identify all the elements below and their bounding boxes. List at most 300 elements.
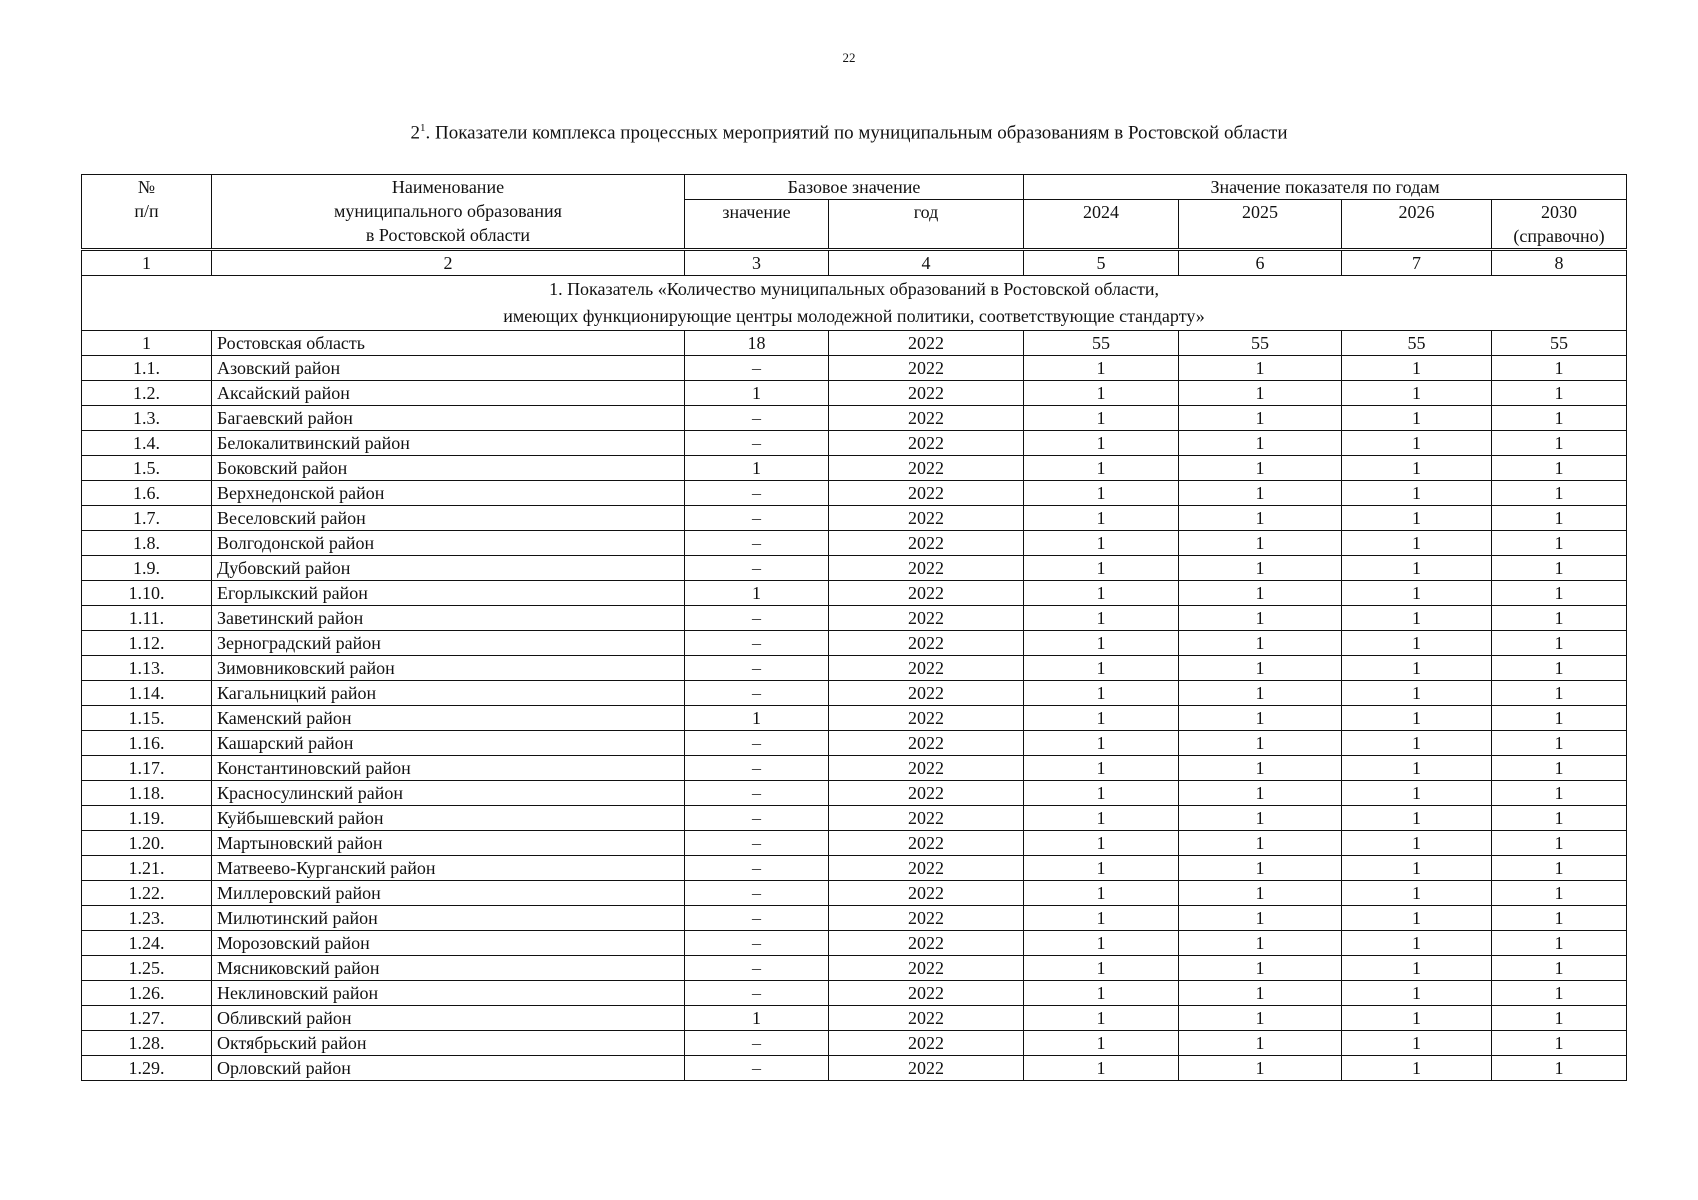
table-row: [82, 681, 1627, 706]
base-value: –: [685, 656, 829, 681]
value-2024: 1: [1024, 1031, 1179, 1056]
value-2024: 1: [1024, 906, 1179, 931]
row-number: 1.19.: [82, 806, 212, 831]
base-value: –: [685, 931, 829, 956]
municipality-name: Азовский район: [212, 356, 685, 381]
row-number: 1.24.: [82, 931, 212, 956]
base-year: 2022: [829, 1006, 1024, 1031]
table-row: [82, 956, 1627, 981]
value-2024: 1: [1024, 806, 1179, 831]
value-2030: 1: [1492, 1006, 1627, 1031]
value-2025: 1: [1179, 681, 1342, 706]
value-2026: 1: [1342, 506, 1492, 531]
municipality-name: Миллеровский район: [212, 881, 685, 906]
value-2026: 1: [1342, 1031, 1492, 1056]
value-2026: 1: [1342, 831, 1492, 856]
value-2024: 1: [1024, 981, 1179, 1006]
indicators-table: [81, 174, 1627, 1081]
value-2026: 1: [1342, 456, 1492, 481]
base-value: –: [685, 431, 829, 456]
municipality-name: Кагальницкий район: [212, 681, 685, 706]
base-value: –: [685, 756, 829, 781]
base-year: 2022: [829, 556, 1024, 581]
header-base-group: Базовое значение: [685, 175, 1024, 200]
table-title: [0, 122, 1698, 144]
table-row: [82, 856, 1627, 881]
table-row: [82, 506, 1627, 531]
row-number: 1.8.: [82, 531, 212, 556]
base-year: 2022: [829, 381, 1024, 406]
row-number: 1.1.: [82, 356, 212, 381]
value-2030: 1: [1492, 831, 1627, 856]
row-number: 1.20.: [82, 831, 212, 856]
value-2025: 1: [1179, 456, 1342, 481]
base-year: 2022: [829, 806, 1024, 831]
value-2024: 1: [1024, 656, 1179, 681]
value-2030: 1: [1492, 606, 1627, 631]
row-number: 1.17.: [82, 756, 212, 781]
value-2026: 1: [1342, 531, 1492, 556]
value-2024: 1: [1024, 556, 1179, 581]
base-year: 2022: [829, 481, 1024, 506]
row-number: 1.2.: [82, 381, 212, 406]
base-year: 2022: [829, 906, 1024, 931]
base-year: 2022: [829, 781, 1024, 806]
base-year: 2022: [829, 731, 1024, 756]
header-name-line3: в Ростовской области: [365, 225, 531, 245]
table-row: [82, 1006, 1627, 1031]
table-row: [82, 531, 1627, 556]
value-2024: 1: [1024, 706, 1179, 731]
value-2024: 1: [1024, 956, 1179, 981]
value-2025: 1: [1179, 881, 1342, 906]
municipality-name: Мясниковский район: [212, 956, 685, 981]
value-2024: 1: [1024, 781, 1179, 806]
value-2025: 1: [1179, 406, 1342, 431]
row-number: 1.4.: [82, 431, 212, 456]
value-2024: 1: [1024, 506, 1179, 531]
value-2030: 1: [1492, 456, 1627, 481]
section-heading-line2: имеющих функционирующие центры молодежной политики, соответствующие стандарту»: [503, 306, 1205, 326]
value-2026: 1: [1342, 681, 1492, 706]
value-2024: 1: [1024, 356, 1179, 381]
value-2026: 1: [1342, 406, 1492, 431]
header-name-line2: муниципального образования: [334, 201, 562, 221]
value-2024: 55: [1024, 331, 1179, 356]
value-2026: 1: [1342, 881, 1492, 906]
value-2030: 1: [1492, 631, 1627, 656]
row-number: 1.13.: [82, 656, 212, 681]
table-row: [82, 581, 1627, 606]
column-numbers-row: [82, 250, 1627, 276]
row-number: 1.23.: [82, 906, 212, 931]
value-2025: 1: [1179, 656, 1342, 681]
value-2026: 1: [1342, 856, 1492, 881]
municipality-name: Верхнедонской район: [212, 481, 685, 506]
row-number: 1.21.: [82, 856, 212, 881]
header-base-value: значение: [685, 200, 829, 250]
base-year: 2022: [829, 956, 1024, 981]
row-number: 1.7.: [82, 506, 212, 531]
base-value: –: [685, 406, 829, 431]
title-prefix: 2: [410, 122, 420, 144]
value-2030: 1: [1492, 806, 1627, 831]
table-row: [82, 356, 1627, 381]
base-year: 2022: [829, 506, 1024, 531]
municipality-name: Волгодонской район: [212, 531, 685, 556]
value-2030: 1: [1492, 931, 1627, 956]
row-number: 1.26.: [82, 981, 212, 1006]
colnum-cell: 5: [1024, 250, 1179, 276]
value-2024: 1: [1024, 731, 1179, 756]
table-row: [82, 381, 1627, 406]
base-year: 2022: [829, 881, 1024, 906]
row-number: 1.15.: [82, 706, 212, 731]
value-2030: 1: [1492, 1031, 1627, 1056]
value-2025: 1: [1179, 631, 1342, 656]
value-2025: 1: [1179, 981, 1342, 1006]
municipality-name: Зерноградский район: [212, 631, 685, 656]
base-value: –: [685, 556, 829, 581]
municipality-name: Дубовский район: [212, 556, 685, 581]
base-year: 2022: [829, 456, 1024, 481]
value-2025: 1: [1179, 806, 1342, 831]
municipality-name: Веселовский район: [212, 506, 685, 531]
header-year-2030-line2: (справочно): [1513, 226, 1605, 246]
value-2025: 1: [1179, 931, 1342, 956]
table-row: [82, 631, 1627, 656]
value-2025: 1: [1179, 581, 1342, 606]
colnum-cell: 8: [1492, 250, 1627, 276]
base-value: 18: [685, 331, 829, 356]
table-row: [82, 831, 1627, 856]
value-2024: 1: [1024, 1006, 1179, 1031]
row-number: 1.18.: [82, 781, 212, 806]
base-year: 2022: [829, 831, 1024, 856]
municipality-name: Ростовская область: [212, 331, 685, 356]
base-year: 2022: [829, 431, 1024, 456]
value-2024: 1: [1024, 931, 1179, 956]
value-2030: 1: [1492, 681, 1627, 706]
value-2026: 1: [1342, 981, 1492, 1006]
value-2030: 1: [1492, 731, 1627, 756]
base-year: 2022: [829, 856, 1024, 881]
header-num-line2: п/п: [134, 201, 159, 221]
value-2025: 1: [1179, 556, 1342, 581]
header-year-2026: 2026: [1342, 200, 1492, 250]
base-year: 2022: [829, 681, 1024, 706]
municipality-name: Обливский район: [212, 1006, 685, 1031]
header-year-2025: 2025: [1179, 200, 1342, 250]
base-value: –: [685, 681, 829, 706]
value-2025: 1: [1179, 1056, 1342, 1081]
table-row: [82, 656, 1627, 681]
value-2024: 1: [1024, 406, 1179, 431]
base-value: –: [685, 781, 829, 806]
title-text: . Показатели комплекса процессных мероприятий по муниципальным образованиям в Ростовской области: [425, 122, 1288, 144]
header-base-year: год: [829, 200, 1024, 250]
table-row: [82, 606, 1627, 631]
value-2026: 1: [1342, 606, 1492, 631]
value-2025: 1: [1179, 431, 1342, 456]
value-2026: 1: [1342, 706, 1492, 731]
municipality-name: Заветинский район: [212, 606, 685, 631]
value-2026: 1: [1342, 756, 1492, 781]
row-number: 1.29.: [82, 1056, 212, 1081]
value-2025: 1: [1179, 506, 1342, 531]
municipality-name: Октябрьский район: [212, 1031, 685, 1056]
row-number: 1.5.: [82, 456, 212, 481]
base-value: 1: [685, 381, 829, 406]
row-number: 1.3.: [82, 406, 212, 431]
base-year: 2022: [829, 356, 1024, 381]
base-year: 2022: [829, 756, 1024, 781]
row-number: 1.28.: [82, 1031, 212, 1056]
municipality-name: Мартыновский район: [212, 831, 685, 856]
value-2026: 1: [1342, 731, 1492, 756]
row-number: 1.16.: [82, 731, 212, 756]
value-2025: 1: [1179, 781, 1342, 806]
value-2025: 55: [1179, 331, 1342, 356]
value-2024: 1: [1024, 531, 1179, 556]
value-2030: 1: [1492, 531, 1627, 556]
colnum-cell: 2: [212, 250, 685, 276]
municipality-name: Зимовниковский район: [212, 656, 685, 681]
header-num: [82, 175, 212, 250]
base-value: –: [685, 606, 829, 631]
header-years-group: Значение показателя по годам: [1024, 175, 1627, 200]
row-number: 1.12.: [82, 631, 212, 656]
value-2024: 1: [1024, 856, 1179, 881]
section-heading-line1: 1. Показатель «Количество муниципальных образований в Ростовской области,: [549, 279, 1159, 299]
base-value: –: [685, 731, 829, 756]
header-name: [212, 175, 685, 250]
row-number: 1.25.: [82, 956, 212, 981]
colnum-cell: 4: [829, 250, 1024, 276]
value-2025: 1: [1179, 606, 1342, 631]
value-2024: 1: [1024, 581, 1179, 606]
title-superscript: 1: [419, 122, 426, 134]
value-2030: 1: [1492, 906, 1627, 931]
value-2025: 1: [1179, 756, 1342, 781]
value-2026: 1: [1342, 631, 1492, 656]
base-value: 1: [685, 581, 829, 606]
value-2025: 1: [1179, 531, 1342, 556]
header-year-2030-line1: 2030: [1541, 202, 1578, 222]
table-row: [82, 556, 1627, 581]
municipality-name: Аксайский район: [212, 381, 685, 406]
value-2025: 1: [1179, 706, 1342, 731]
header-row-1: [82, 175, 1627, 200]
value-2024: 1: [1024, 456, 1179, 481]
value-2026: 1: [1342, 431, 1492, 456]
row-number: 1.14.: [82, 681, 212, 706]
row-number: 1.27.: [82, 1006, 212, 1031]
municipality-name: Егорлыкский район: [212, 581, 685, 606]
base-value: –: [685, 481, 829, 506]
value-2030: 1: [1492, 581, 1627, 606]
value-2025: 1: [1179, 731, 1342, 756]
header-name-line1: Наименование: [391, 177, 505, 197]
row-number: 1.22.: [82, 881, 212, 906]
value-2030: 1: [1492, 356, 1627, 381]
value-2026: 1: [1342, 1056, 1492, 1081]
base-year: 2022: [829, 331, 1024, 356]
value-2026: 1: [1342, 806, 1492, 831]
value-2025: 1: [1179, 1006, 1342, 1031]
value-2030: 1: [1492, 1056, 1627, 1081]
base-year: 2022: [829, 706, 1024, 731]
base-value: –: [685, 1056, 829, 1081]
page-number: 22: [842, 50, 856, 65]
value-2030: 1: [1492, 856, 1627, 881]
value-2026: 1: [1342, 481, 1492, 506]
value-2030: 1: [1492, 756, 1627, 781]
value-2026: 1: [1342, 931, 1492, 956]
header-year-2030: [1492, 200, 1627, 250]
table-row: [82, 931, 1627, 956]
base-value: –: [685, 856, 829, 881]
table-row: [82, 756, 1627, 781]
value-2025: 1: [1179, 481, 1342, 506]
base-value: –: [685, 981, 829, 1006]
value-2030: 1: [1492, 506, 1627, 531]
value-2026: 1: [1342, 656, 1492, 681]
value-2030: 1: [1492, 881, 1627, 906]
table-row: [82, 1056, 1627, 1081]
value-2030: 1: [1492, 431, 1627, 456]
row-number: 1.9.: [82, 556, 212, 581]
table-row: [82, 781, 1627, 806]
municipality-name: Багаевский район: [212, 406, 685, 431]
municipality-name: Милютинский район: [212, 906, 685, 931]
municipality-name: Константиновский район: [212, 756, 685, 781]
base-year: 2022: [829, 981, 1024, 1006]
row-number: 1: [82, 331, 212, 356]
value-2026: 1: [1342, 956, 1492, 981]
value-2026: 55: [1342, 331, 1492, 356]
municipality-name: Каменский район: [212, 706, 685, 731]
value-2026: 1: [1342, 1006, 1492, 1031]
base-year: 2022: [829, 931, 1024, 956]
value-2030: 1: [1492, 781, 1627, 806]
municipality-name: Орловский район: [212, 1056, 685, 1081]
value-2030: 1: [1492, 556, 1627, 581]
value-2025: 1: [1179, 381, 1342, 406]
table-body: [82, 175, 1627, 1081]
value-2025: 1: [1179, 856, 1342, 881]
value-2024: 1: [1024, 681, 1179, 706]
value-2025: 1: [1179, 906, 1342, 931]
municipality-name: Морозовский район: [212, 931, 685, 956]
base-value: 1: [685, 456, 829, 481]
base-value: –: [685, 906, 829, 931]
value-2026: 1: [1342, 581, 1492, 606]
colnum-cell: 3: [685, 250, 829, 276]
value-2024: 1: [1024, 1056, 1179, 1081]
municipality-name: Красносулинский район: [212, 781, 685, 806]
value-2025: 1: [1179, 956, 1342, 981]
base-year: 2022: [829, 531, 1024, 556]
base-value: –: [685, 356, 829, 381]
base-value: 1: [685, 706, 829, 731]
base-value: –: [685, 806, 829, 831]
base-value: –: [685, 631, 829, 656]
row-number: 1.6.: [82, 481, 212, 506]
base-value: –: [685, 506, 829, 531]
municipality-name: Кашарский район: [212, 731, 685, 756]
base-year: 2022: [829, 406, 1024, 431]
table-row: [82, 481, 1627, 506]
header-year-2024: 2024: [1024, 200, 1179, 250]
base-year: 2022: [829, 631, 1024, 656]
value-2026: 1: [1342, 381, 1492, 406]
value-2024: 1: [1024, 481, 1179, 506]
base-year: 2022: [829, 581, 1024, 606]
value-2024: 1: [1024, 881, 1179, 906]
table-row: [82, 431, 1627, 456]
municipality-name: Неклиновский район: [212, 981, 685, 1006]
value-2024: 1: [1024, 631, 1179, 656]
value-2026: 1: [1342, 781, 1492, 806]
table-row: [82, 906, 1627, 931]
value-2024: 1: [1024, 431, 1179, 456]
table-row: [82, 331, 1627, 356]
municipality-name: Белокалитвинский район: [212, 431, 685, 456]
header-num-line1: №: [137, 177, 156, 197]
value-2030: 1: [1492, 706, 1627, 731]
value-2030: 55: [1492, 331, 1627, 356]
base-year: 2022: [829, 1056, 1024, 1081]
table-row: [82, 881, 1627, 906]
base-value: –: [685, 831, 829, 856]
section-heading: [82, 276, 1627, 331]
table-row: [82, 406, 1627, 431]
base-year: 2022: [829, 606, 1024, 631]
colnum-cell: 1: [82, 250, 212, 276]
value-2026: 1: [1342, 906, 1492, 931]
value-2024: 1: [1024, 831, 1179, 856]
colnum-cell: 7: [1342, 250, 1492, 276]
row-number: 1.11.: [82, 606, 212, 631]
colnum-cell: 6: [1179, 250, 1342, 276]
base-value: –: [685, 956, 829, 981]
value-2025: 1: [1179, 1031, 1342, 1056]
table-row: [82, 731, 1627, 756]
row-number: 1.10.: [82, 581, 212, 606]
table-row: [82, 981, 1627, 1006]
value-2030: 1: [1492, 481, 1627, 506]
value-2030: 1: [1492, 381, 1627, 406]
table-row: [82, 806, 1627, 831]
base-value: –: [685, 531, 829, 556]
municipality-name: Куйбышевский район: [212, 806, 685, 831]
table-row: [82, 456, 1627, 481]
municipality-name: Боковский район: [212, 456, 685, 481]
base-year: 2022: [829, 656, 1024, 681]
value-2026: 1: [1342, 356, 1492, 381]
value-2025: 1: [1179, 356, 1342, 381]
table-row: [82, 706, 1627, 731]
value-2030: 1: [1492, 656, 1627, 681]
table-row: [82, 1031, 1627, 1056]
value-2030: 1: [1492, 406, 1627, 431]
value-2024: 1: [1024, 381, 1179, 406]
base-value: –: [685, 1031, 829, 1056]
value-2024: 1: [1024, 756, 1179, 781]
value-2025: 1: [1179, 831, 1342, 856]
base-year: 2022: [829, 1031, 1024, 1056]
